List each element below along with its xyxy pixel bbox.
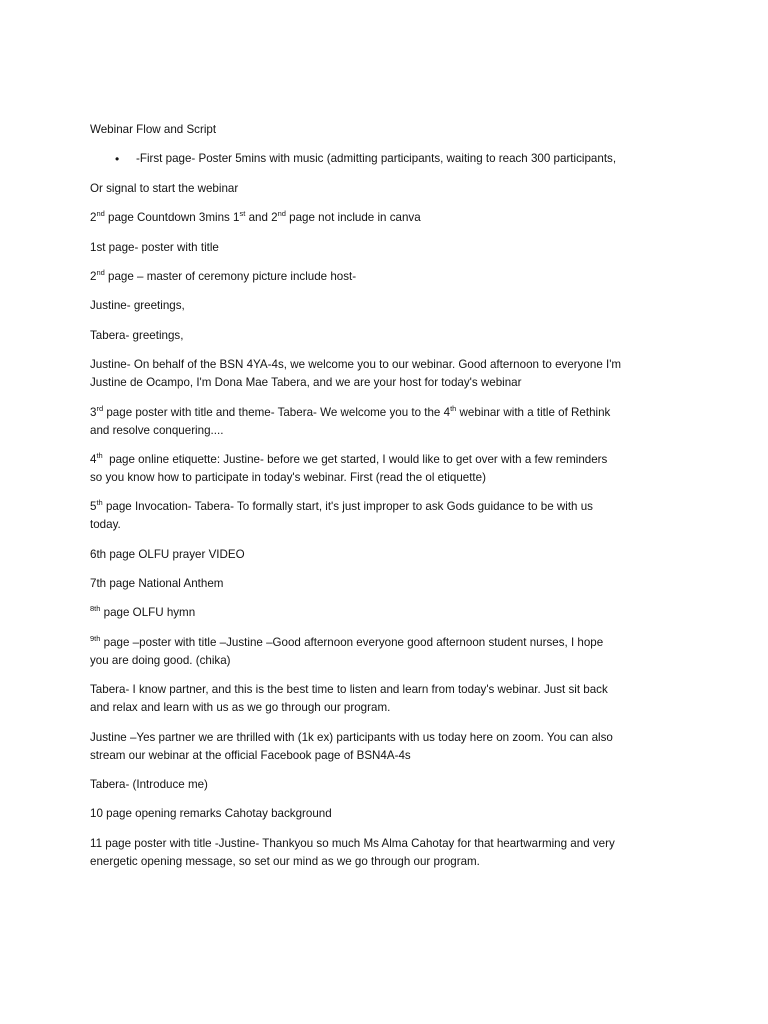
text-run: stream our webinar at the official Facebook page of BSN4A-4s	[90, 748, 411, 762]
paragraph	[90, 805, 750, 823]
bullet-item	[90, 150, 750, 168]
text-run: 1st page- poster with title	[90, 240, 219, 254]
paragraph	[90, 634, 750, 670]
paragraph	[90, 498, 750, 534]
paragraph	[90, 209, 750, 227]
text-run: so you know how to participate in today's webinar. First (read the ol etiquette)	[90, 470, 486, 484]
text-line	[90, 853, 750, 871]
paragraph	[90, 356, 750, 392]
text-line	[90, 729, 750, 747]
bullet-item-text: -First page- Poster 5mins with music (admitting participants, waiting to reach 300 participants,	[136, 152, 617, 166]
text-run: today.	[90, 518, 121, 532]
paragraph	[90, 268, 750, 286]
superscript-text: 9th	[90, 633, 101, 643]
text-line	[90, 180, 750, 198]
text-line	[90, 374, 750, 392]
text-line	[90, 835, 750, 853]
document-body	[90, 121, 750, 882]
superscript-text: nd	[96, 267, 105, 277]
text-run: page poster with title and theme- Tabera- We welcome you to the 4	[103, 405, 451, 419]
text-line	[90, 699, 750, 717]
text-line	[90, 451, 750, 469]
text-run: and resolve conquering....	[90, 423, 224, 437]
paragraph	[90, 327, 750, 345]
text-line	[90, 356, 750, 374]
paragraph	[90, 681, 750, 717]
document-title: Webinar Flow and Script	[90, 123, 217, 136]
text-line	[90, 634, 750, 652]
text-run: 7th page National Anthem	[90, 577, 224, 591]
text-run: Justine- On behalf of the BSN 4YA-4s, we welcome you to our webinar. Good afternoon to everyone I'm	[90, 358, 622, 372]
text-run: page OLFU hymn	[100, 606, 196, 620]
text-line	[90, 297, 750, 315]
text-run: energetic opening message, so set our mind as we go through our program.	[90, 854, 480, 868]
paragraph	[90, 297, 750, 315]
text-run: Justine- greetings,	[90, 299, 185, 313]
text-line	[90, 209, 750, 227]
superscript-text: st	[239, 209, 246, 219]
text-run: Justine –Yes partner we are thrilled with (1k ex) participants with us today here on zoom. You can also	[90, 730, 613, 744]
text-line	[90, 575, 750, 593]
text-run: Tabera- greetings,	[90, 328, 184, 342]
paragraph	[90, 729, 750, 765]
paragraph-list	[90, 180, 750, 871]
paragraph	[90, 776, 750, 794]
text-line	[90, 681, 750, 699]
text-line	[90, 747, 750, 765]
paragraph	[90, 835, 750, 871]
text-line	[90, 498, 750, 516]
text-line	[90, 805, 750, 823]
text-line	[90, 604, 750, 622]
superscript-text: rd	[96, 403, 104, 413]
paragraph	[90, 239, 750, 257]
text-run: and relax and learn with us as we go through our program.	[90, 701, 391, 715]
text-run: 6th page OLFU prayer VIDEO	[90, 547, 245, 561]
paragraph	[90, 546, 750, 564]
text-run: Or signal to start the webinar	[90, 181, 239, 195]
paragraph	[90, 404, 750, 440]
text-line	[90, 469, 750, 487]
text-run: page – master of ceremony picture include host-	[104, 269, 357, 283]
text-run: Tabera- I know partner, and this is the best time to listen and learn from today's webinar. Just sit back	[90, 683, 608, 697]
paragraph	[90, 180, 750, 198]
paragraph	[90, 604, 750, 622]
text-run: 10 page opening remarks Cahotay background	[90, 807, 332, 821]
text-run: Justine de Ocampo, I'm Dona Mae Tabera, and we are your host for today's webinar	[90, 376, 522, 390]
text-run: Tabera- (Introduce me)	[90, 778, 208, 792]
text-line	[90, 404, 750, 422]
text-line	[90, 327, 750, 345]
superscript-text: th	[96, 450, 103, 460]
text-run: page Invocation- Tabera- To formally start, it's just improper to ask Gods guidance to be with us	[102, 500, 593, 514]
text-run: page Countdown 3mins 1	[104, 211, 240, 225]
bullet-marker: •	[115, 152, 120, 167]
text-line	[90, 546, 750, 564]
text-run: and 2	[245, 211, 278, 225]
superscript-text: th	[450, 403, 457, 413]
superscript-text: th	[96, 498, 103, 508]
text-run: 2	[90, 269, 97, 283]
text-line	[90, 422, 750, 440]
text-run: page online etiquette: Justine- before we get started, I would like to get over with a few reminders	[102, 452, 608, 466]
text-run: you are doing good. (chika)	[90, 653, 231, 667]
superscript-text: nd	[277, 209, 286, 219]
text-line	[90, 652, 750, 670]
text-line	[90, 268, 750, 286]
superscript-text: nd	[96, 209, 105, 219]
text-run: 3	[90, 405, 97, 419]
text-line	[90, 516, 750, 534]
paragraph	[90, 451, 750, 487]
text-run: 2	[90, 211, 97, 225]
text-run: 5	[90, 500, 97, 514]
paragraph	[90, 575, 750, 593]
text-run: page not include in canva	[285, 211, 421, 225]
text-line	[90, 776, 750, 794]
text-run: webinar with a title of Rethink	[456, 405, 611, 419]
text-run: page –poster with title –Justine –Good afternoon everyone good afternoon student nurses, I hope	[100, 635, 604, 649]
text-run: 11 page poster with title -Justine- Thankyou so much Ms Alma Cahotay for that heartwarming and very	[90, 836, 615, 850]
text-run: 4	[90, 452, 97, 466]
text-line	[90, 239, 750, 257]
superscript-text: 8th	[90, 604, 101, 614]
